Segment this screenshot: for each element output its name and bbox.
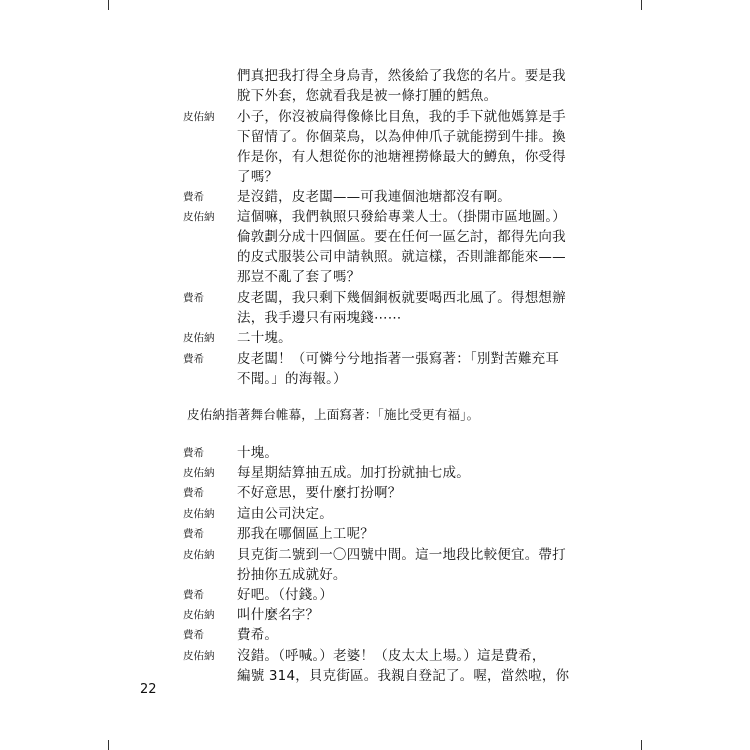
speaker-name: 費希	[183, 191, 204, 203]
dialogue-line: 扮抽你五成就好。	[237, 567, 347, 583]
stage-direction: 皮佑納指著舞台帷幕，上面寫著：「施比受更有福」。	[187, 407, 480, 422]
speaker-name: 皮佑納	[183, 549, 215, 561]
crop-mark-bottom-right	[641, 740, 642, 750]
dialogue-line: 好吧。（付錢。）	[237, 587, 334, 603]
dialogue-line: 們真把我打得全身烏青，然後給了我您的名片。要是我	[237, 68, 566, 84]
dialogue-line: 法，我手邊只有兩塊錢⋯⋯	[237, 310, 402, 326]
speaker-name: 皮佑納	[183, 508, 215, 520]
speaker-name: 費希	[183, 292, 204, 304]
dialogue-line: 十塊。	[237, 445, 279, 461]
dialogue-line: 的皮式服裝公司申請執照。就這樣，否則誰都能來——	[237, 249, 566, 265]
speaker-name: 皮佑納	[183, 609, 215, 621]
speaker-name: 皮佑納	[183, 332, 215, 344]
speaker-name: 費希	[183, 353, 204, 365]
dialogue-line: 是沒錯，皮老闆——可我連個池塘都沒有啊。	[237, 189, 511, 205]
speaker-name: 皮佑納	[183, 467, 215, 479]
dialogue-line: 每星期結算抽五成。加打扮就抽七成。	[237, 465, 470, 481]
dialogue-line: 小子，你沒被扁得像條比目魚，我的手下就他媽算是手	[237, 109, 566, 125]
speaker-name: 皮佑納	[183, 111, 215, 123]
dialogue-line: 那我在哪個區上工呢？	[237, 526, 374, 542]
speaker-name: 費希	[183, 447, 204, 459]
dialogue-line: 叫什麼名字？	[237, 607, 320, 623]
dialogue-line: 下留情了。你個菜鳥，以為伸伸爪子就能撈到牛排。換	[237, 129, 566, 145]
speaker-name: 費希	[183, 629, 204, 641]
dialogue-line: 編號 314，貝克街區。我親自登記了。喔，當然啦，你	[237, 668, 570, 684]
dialogue-line: 貝克街二號到一〇四號中間。這一地段比較便宜。帶打	[237, 547, 566, 563]
crop-mark-top-left	[108, 0, 109, 10]
dialogue-line: 不聞。」的海報。）	[237, 371, 347, 387]
crop-mark-bottom-left	[108, 740, 109, 750]
speaker-name: 皮佑納	[183, 650, 215, 662]
crop-mark-top-right	[641, 0, 642, 10]
speaker-name: 費希	[183, 589, 204, 601]
dialogue-line: 費希。	[237, 627, 279, 643]
dialogue-line: 脫下外套，您就看我是被一條打腫的鱈魚。	[237, 88, 498, 104]
speaker-name: 皮佑納	[183, 211, 215, 223]
dialogue-line: 皮老闆，我只剩下幾個銅板就要喝西北風了。得想想辦	[237, 290, 566, 306]
dialogue-line: 作是你，有人想從你的池塘裡撈條最大的鱒魚，你受得	[237, 149, 566, 165]
dialogue-line: 皮老闆！（可憐兮兮地指著一張寫著：「別對苦難充耳	[237, 351, 560, 367]
page-number: 22	[140, 682, 157, 697]
dialogue-line: 了嗎？	[237, 169, 279, 185]
dialogue-line: 這個嘛，我們執照只發給專業人士。（掛開市區地圖。）	[237, 209, 566, 225]
speaker-name: 費希	[183, 528, 204, 540]
dialogue-line: 二十塊。	[237, 330, 292, 346]
dialogue-line: 那豈不亂了套了嗎？	[237, 269, 361, 285]
dialogue-line: 倫敦劃分成十四個區。要在任何一區乞討，都得先向我	[237, 229, 566, 245]
speaker-name: 費希	[183, 487, 204, 499]
dialogue-line: 沒錯。（呼喊。）老婆！（皮太太上場。）這是費希，	[237, 648, 546, 664]
dialogue-line: 不好意思，要什麼打扮啊？	[237, 485, 402, 501]
dialogue-line: 這由公司決定。	[237, 506, 333, 522]
